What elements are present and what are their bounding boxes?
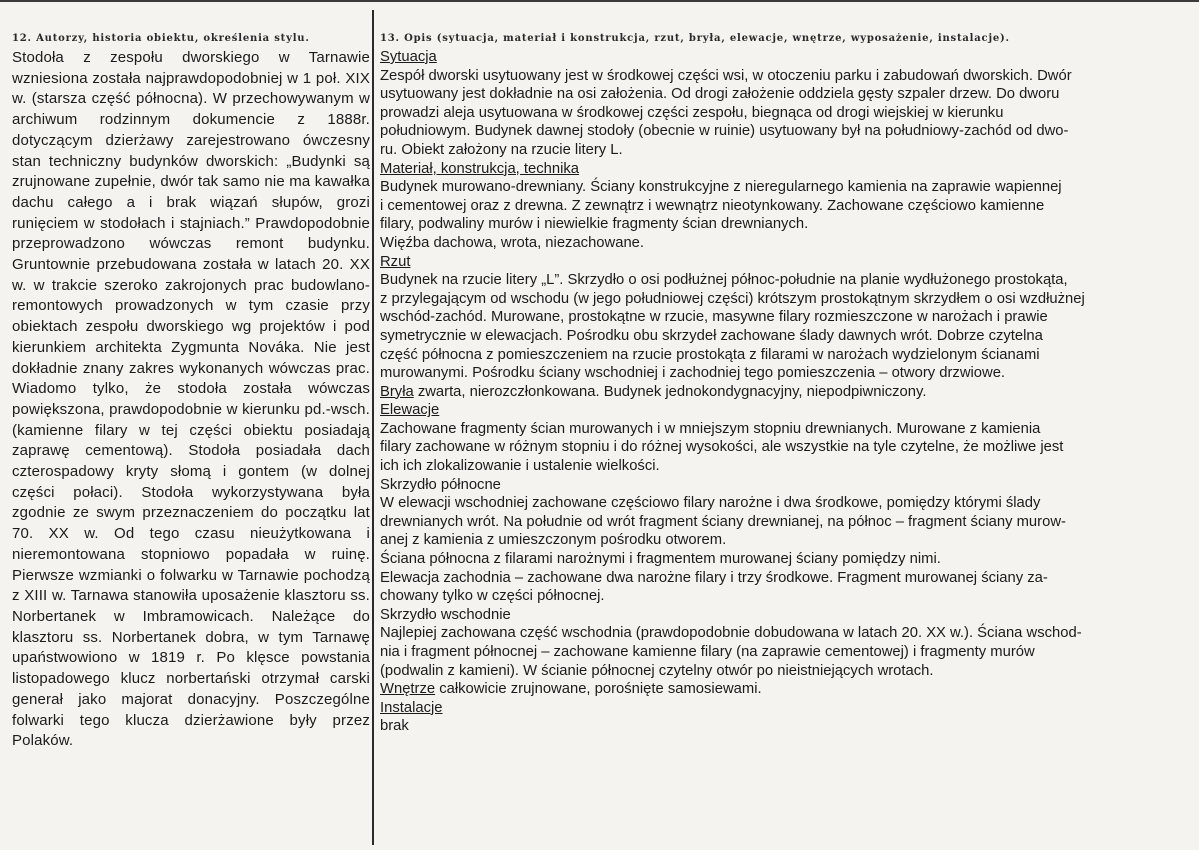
wnetrze-heading: Wnętrze: [380, 681, 436, 698]
text-line: i cementowej oraz z drewna. Z zewnątrz i wewnątrz nieotynkowany. Zachowane częściowo kamienne: [380, 197, 1045, 214]
text-line: Budynek murowano-drewniany. Ściany konstrukcyjne z nieregularnego kamienia na zaprawie wapiennej: [380, 179, 1062, 196]
text-line: prowadzi aleja usytuowana w środkowej części zespołu, biegnąca od drogi wiejskiej w kierunku: [380, 104, 1004, 121]
text-line: chowany tylko w części północnej.: [380, 588, 605, 605]
text-line: nia i fragment północnej – zachowane kamienne filary (na zaprawie cementowej) i fragmenty murów: [380, 644, 1035, 660]
skrzydlo-wschodnie-heading: Skrzydło wschodnie: [380, 606, 511, 623]
text-line: Zespół dworski usytuowany jest w środkowej części wsi, w otoczeniu parku i zabudowań dworskich. Dwór: [380, 67, 1072, 84]
text-line: W elewacji wschodniej zachowane częściowo filary narożne i dwa środkowe, pomiędzy którymi ślady: [380, 495, 1041, 512]
column-divider: [372, 10, 374, 845]
rzut-text: [380, 271, 1168, 383]
text-line: Więźba dachowa, wrota, niezachowane.: [380, 234, 645, 251]
text-line: anej z kamienia z umieszczonym pośrodku otworem.: [380, 532, 727, 549]
rzut-heading: Rzut: [380, 253, 411, 270]
wnetrze-text: całkowicie zrujnowane, porośnięte samosiewami.: [435, 681, 762, 698]
skrzydlo-wschodnie-text: [380, 624, 1168, 680]
sytuacja-heading: Sytuacja: [380, 49, 437, 65]
text-line: Budynek na rzucie litery „L”. Skrzydło o osi podłużnej północ-południe na planie wydłużonego prostokąta,: [380, 272, 1068, 289]
text-line: ich ich zlokalizowanie i ustalenie wielkości.: [380, 458, 660, 475]
instalacje-heading: Instalacje: [380, 699, 443, 716]
text-line: z przylegającym od wschodu (w jego południowej części) krótszym prostokątnym skrzydłem o osi wzdłużnej: [380, 290, 1085, 307]
text-line: filary zachowane w różnym stopniu i do różnej wysokości, ale wszystkie na tyle czytelne, że możliwe jest: [380, 439, 1064, 456]
text-line: Zachowane fragmenty ścian murowanych i w mniejszym stopniu drewnianych. Murowane z kamienia: [380, 420, 1041, 437]
text-line: Najlepiej zachowana część wschodnia (prawdopodobnie dobudowana w latach 20. XX w.). Ściana wschod-: [380, 625, 1082, 642]
sytuacja-text: [380, 67, 1168, 160]
bryla-heading: Bryła: [380, 383, 414, 400]
bryla-text: zwarta, nierozczłonkowana. Budynek jednokondygnacyjny, niepodpiwniczony.: [413, 383, 927, 400]
text-line: część północna z pomieszczeniem na rzucie prostokąta z filarami w narożach wydzielonym ścianami: [380, 346, 1040, 363]
elewacje-heading: Elewacje: [380, 402, 440, 419]
skrzydlo-polnocne-heading: Skrzydło północne: [380, 476, 501, 493]
text-line: ru. Obiekt założony na rzucie litery L.: [380, 141, 623, 158]
top-border: [0, 0, 1199, 2]
wnetrze-line: [380, 680, 1168, 699]
text-line: Elewacja zachodnia – zachowane dwa narożne filary i trzy środkowe. Fragment murowanej ściany za-: [380, 569, 1048, 586]
text-line: usytuowany jest dokładnie na osi założenia. Od drogi założenie oddziela gęsty szpaler drzew. Do dworu: [380, 86, 1060, 103]
bryla-line: [380, 383, 1168, 402]
text-line: (podwalin z kamieni). W ścianie północnej czytelny otwór po nieistniejących wrotach.: [380, 662, 934, 679]
description-column: [380, 30, 1168, 736]
text-line: symetrycznie w elewacjach. Pośrodku obu skrzydeł zachowane ślady dawnych wrót. Dobrze czytelna: [380, 327, 1043, 344]
history-paragraph: Stodoła z zespołu dworskiego w Tarnawie wzniesiona została najprawdopodobniej w 1 poł. XIX w. (starsza część północna). W przechowywanym w archiwum rodzinnym dokumencie z 1888r. dotyczącym dzierżawy zarejestrowano ówczesny stan techniczny budynków dworskich: „Budynki są zrujnowane zupełnie, dwór tak samo nie ma kawałka dachu całego a i brak wiązań słupów, grozi runięciem w stodołach i stajniach.” Prawdopodobnie przeprowadzono wówczas remont budynku. Gruntownie przebudowana została w latach 20. XX w. w trakcie szeroko zakrojonych prac budowlano-remontowych prowadzonych w tym czasie przy obiektach zespołu dworskiego wg projektów i pod kierunkiem architekta Zygmunta Nováka. Nie jest dokładnie znany zakres wykonanych wówczas prac. Wiadomo tylko, że stodoła została wówczas powiększona, prawdopodobnie w kierunku pd.-wsch. (kamienne filary w tej części obiektu posiadają zaprawę cementową). Stodoła posiadała dach czterospadowy kryty słomą i gontem (w dolnej części połaci). Stodoła wykorzystywana była zgodnie ze swym przeznaczeniem do początku lat 70. XX w. Od tego czasu nieużytkowana i nieremontowana stopniowo popadała w ruinę. Pierwsze wzmianki o folwarku w Tarnawie pochodzą z XIII w. Tarnawa stanowiła uposażenie klasztoru ss. Norbertanek w Imbramowicach. Należące do klasztoru ss. Norbertanek dobra, w tym Tarnawę upaństwowiono w 1819 r. Po klęsce powstania listopadowego klucz norbertański otrzymał carski generał jako majorat donacyjny. Poszczególne folwarki tego klucza dzierżawione były przez Polaków.: [12, 49, 370, 750]
skrzydlo-polnocne-text: [380, 494, 1168, 606]
text-line: wschód-zachód. Murowane, prostokątne w rzucie, masywne filary rozmieszczone w narożach i prawie: [380, 309, 1048, 326]
text-line: filary, podwaliny murów i niewielkie fragmenty ścian drewnianych.: [380, 216, 809, 233]
text-line: drewnianych wrót. Na południe od wrót fragment ściany drewnianej, na północ – fragment ściany murow-: [380, 513, 1066, 530]
description-section-header: 13. Opis (sytuacja, materiał i konstrukcja, rzut, bryła, elewacje, wnętrze, wyposażenie, instalacje).: [380, 33, 1010, 44]
instalacje-text: brak: [380, 718, 409, 735]
elewacje-text: [380, 420, 1168, 476]
history-section-header: 12. Autorzy, historia obiektu, określenia stylu.: [12, 33, 310, 44]
material-heading: Materiał, konstrukcja, technika: [380, 160, 580, 177]
text-line: Ściana północna z filarami narożnymi i fragmentem murowanej ściany pomiędzy nimi.: [380, 551, 941, 568]
material-text: [380, 178, 1168, 252]
text-line: murowanymi. Pośrodku ściany wschodniej i zachodniej tego pomieszczenia – otwory drzwiowe.: [380, 365, 1006, 382]
history-column: [12, 30, 370, 752]
text-line: południowym. Budynek dawnej stodoły (obecnie w ruinie) usytuowany był na południowy-zachód od dwo-: [380, 123, 1069, 140]
